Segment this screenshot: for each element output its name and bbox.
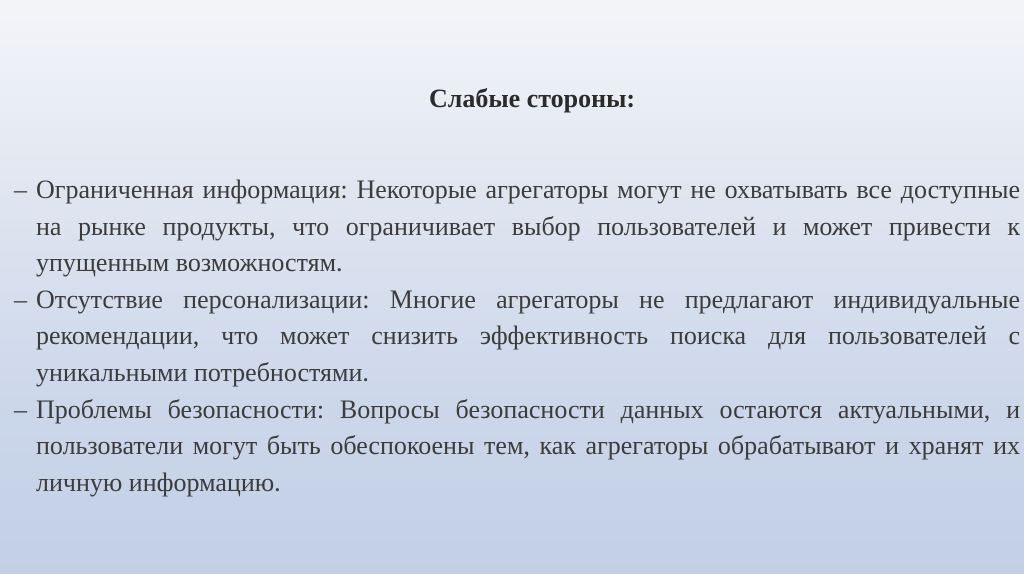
dash-bullet-icon: – xyxy=(14,394,27,424)
dash-bullet-icon: – xyxy=(14,284,27,314)
list-item xyxy=(12,392,1020,502)
dash-bullet-icon: – xyxy=(14,175,27,204)
list-item-text: Ограниченная информация: Некоторые агрегаторы могут не охватывать все доступные на рынке продукты, что ограничивает выбор пользователей и может привести к упущенным возможностям. xyxy=(36,175,1020,278)
slide-title: Слабые стороны: xyxy=(428,84,636,113)
bullet-list xyxy=(12,172,1020,501)
list-item xyxy=(12,282,1020,392)
list-item-text: Проблемы безопасности: Вопросы безопасности данных остаются актуальными, и пользователи могут быть обеспокоены тем, как агрегаторы обрабатывают и хранят их личную информацию. xyxy=(36,394,1020,497)
list-item xyxy=(12,172,1020,282)
list-item-text: Отсутствие персонализации: Многие агрегаторы не предлагают индивидуальные рекомендации, что может снизить эффективность поиска для пользователей с уникальными потребностями. xyxy=(36,284,1020,387)
